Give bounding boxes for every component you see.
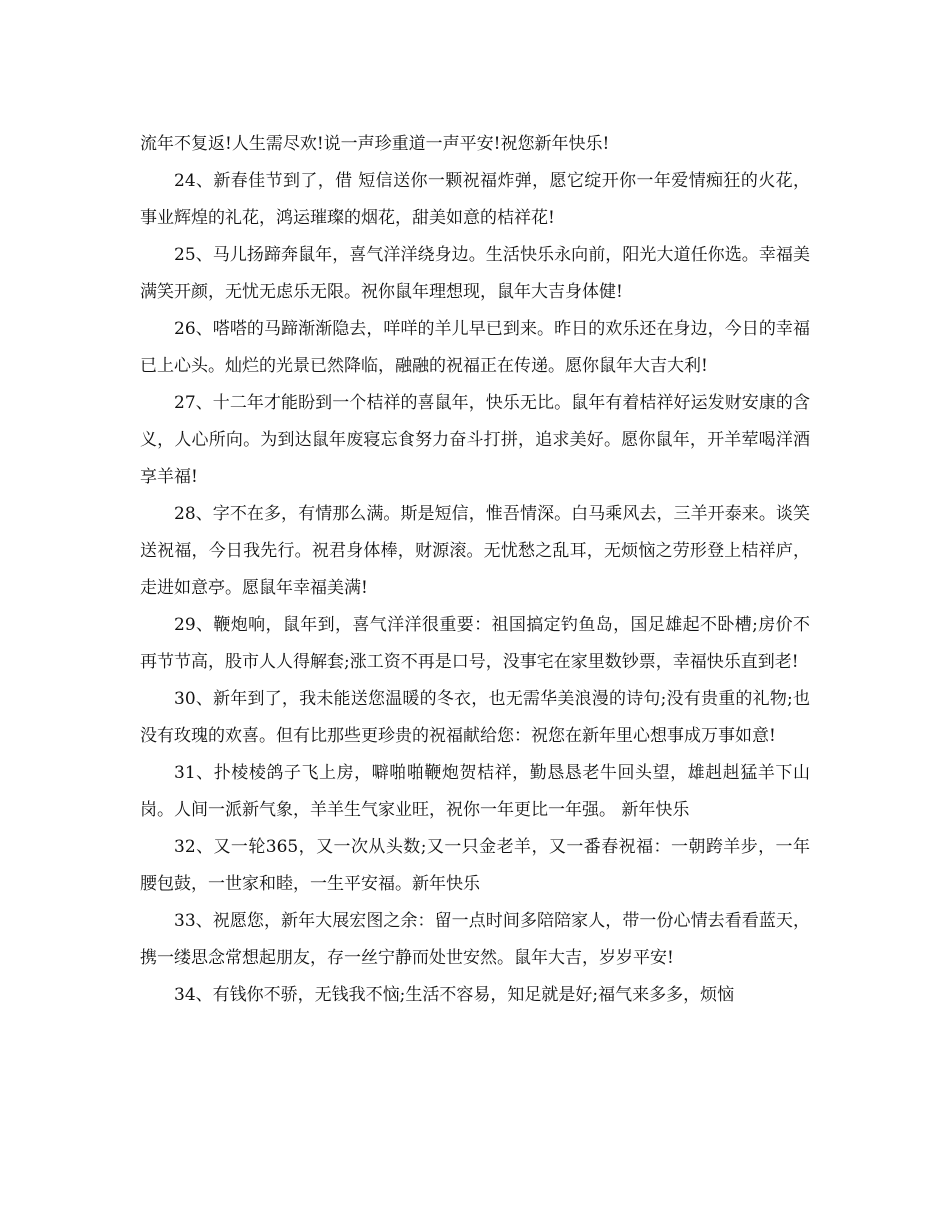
paragraph-32: 32、又一轮365，又一次从头数;又一只金老羊，又一番春祝福：一朝跨羊步，一年腰包鼓，一世家和睦，一生平安福。新年快乐 xyxy=(140,837,810,894)
paragraph-31: 31、扑棱棱鸽子飞上房，噼啪啪鞭炮贺桔祥，勤恳恳老牛回头望，雄赳赳猛羊下山岗。人间一派新气象，羊羊生气家业旺，祝你一年更比一年强。 新年快乐 xyxy=(140,763,810,820)
paragraph-27: 27、十二年才能盼到一个桔祥的喜鼠年，快乐无比。鼠年有着桔祥好运发财安康的含义，人心所向。为到达鼠年废寝忘食努力奋斗打拼，追求美好。愿你鼠年，开羊荤喝洋酒享羊福! xyxy=(140,393,810,487)
document-body xyxy=(140,126,810,1014)
paragraph-29: 29、鞭炮响，鼠年到，喜气洋洋很重要：祖国搞定钓鱼岛，国足雄起不卧槽;房价不再节节高，股市人人得解套;涨工资不再是口号，没事宅在家里数钞票，幸福快乐直到老! xyxy=(140,615,810,672)
paragraph-25: 25、马儿扬蹄奔鼠年，喜气洋洋绕身边。生活快乐永向前，阳光大道任你选。幸福美满笑开颜，无忧无虑乐无限。祝你鼠年理想现，鼠年大吉身体健! xyxy=(140,245,810,302)
paragraph-continuation: 流年不复返!人生需尽欢!说一声珍重道一声平安!祝您新年快乐! xyxy=(140,134,610,154)
paragraph-24: 24、新春佳节到了，借 短信送你一颗祝福炸弹，愿它绽开你一年爱情痴狂的火花，事业辉煌的礼花，鸿运璀璨的烟花，甜美如意的桔祥花! xyxy=(140,171,810,228)
paragraph-26: 26、嗒嗒的马蹄渐渐隐去，咩咩的羊儿早已到来。昨日的欢乐还在身边，今日的幸福已上心头。灿烂的光景已然降临，融融的祝福正在传递。愿你鼠年大吉大利! xyxy=(140,319,810,376)
paragraph-30: 30、新年到了，我未能送您温暖的冬衣，也无需华美浪漫的诗句;没有贵重的礼物;也没有玫瑰的欢喜。但有比那些更珍贵的祝福献给您：祝您在新年里心想事成万事如意! xyxy=(140,689,810,746)
paragraph-34: 34、有钱你不骄，无钱我不恼;生活不容易，知足就是好;福气来多多，烦恼 xyxy=(174,985,735,1005)
paragraph-28: 28、字不在多，有情那么满。斯是短信，惟吾情深。白马乘风去，三羊开泰来。谈笑送祝福，今日我先行。祝君身体棒，财源滚。无忧愁之乱耳，无烦恼之劳形登上桔祥庐，走进如意亭。愿鼠年幸福美满! xyxy=(140,504,810,598)
paragraph-33: 33、祝愿您，新年大展宏图之余：留一点时间多陪陪家人，带一份心情去看看蓝天，携一缕思念常想起朋友，存一丝宁静而处世安然。鼠年大吉，岁岁平安! xyxy=(140,911,810,968)
